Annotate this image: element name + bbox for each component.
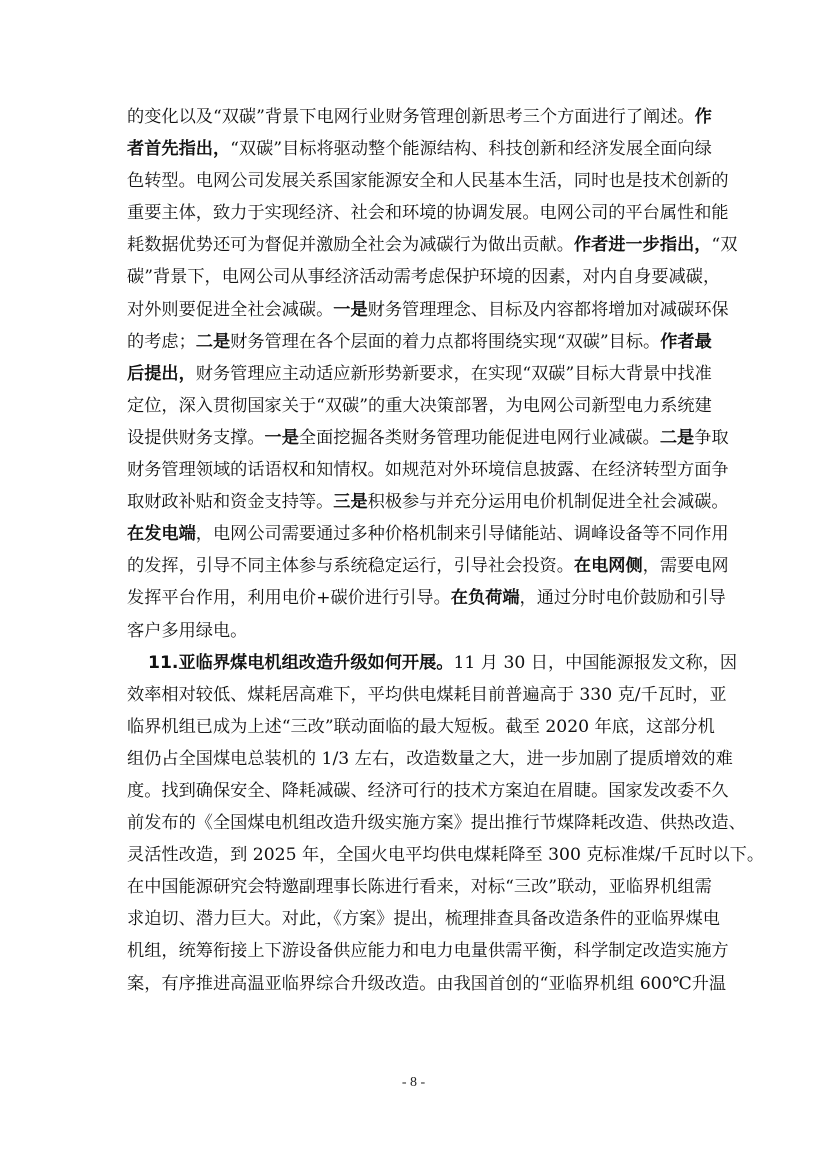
- text-line: [127, 743, 733, 775]
- text-run: 全面挖掘各类财务管理功能促进电网行业减碳。: [298, 427, 660, 448]
- text-run: 求迫切、潜力巨大。对此，《方案》提出，梳理排查具备改造条件的亚临界煤电: [127, 909, 720, 930]
- text-line: [127, 807, 746, 839]
- text-run: 灵活性改造，到 2025 年，全国火电平均供电煤耗降至 300 克标准煤/千瓦时以下。: [127, 845, 765, 866]
- bold-text: 一是: [264, 427, 299, 448]
- text-run: 财务管理在各个层面的着力点都将围绕实现“双碳”目标。: [230, 331, 661, 352]
- text-line: [127, 261, 721, 293]
- page-number: - 8 -: [401, 1075, 426, 1090]
- text-run: 机组，统筹衔接上下游设备供应能力和电力电量供需平衡，科学制定改造实施方: [127, 941, 729, 962]
- text-line: [127, 679, 727, 711]
- text-line: [127, 935, 729, 967]
- text-run: 财务管理领域的话语权和知情权。如规范对外环境信息披露、在经济转型方面争: [127, 460, 729, 481]
- bold-text: 在电网侧: [573, 556, 643, 577]
- text-line: [127, 486, 729, 518]
- text-line: [127, 165, 729, 197]
- text-line: [127, 615, 698, 647]
- text-run: 设提供财务支撑。: [127, 427, 265, 448]
- text-run: 在中国能源研究会特邀副理事长陈进行看来，对标“三改”联动，亚临界机组需: [127, 877, 712, 898]
- text-run: 度。找到确保安全、降耗减碳、经济可行的技术方案迫在眉睫。国家发改委不久: [127, 780, 729, 801]
- text-line: [127, 454, 729, 486]
- bold-text: 在负荷端: [450, 588, 520, 609]
- bold-text: 后提出，: [127, 363, 196, 384]
- text-run: 发挥平台作用，利用电价+碳价进行引导。: [127, 588, 451, 609]
- text-line: [127, 229, 738, 261]
- text-run: 的考虑；: [127, 331, 196, 352]
- bold-text: 作者进一步指出，: [573, 235, 712, 256]
- bold-text: 作者最: [660, 331, 712, 352]
- text-run: 色转型。电网公司发展关系国家能源安全和人民基本生活，同时也是技术创新的: [127, 171, 729, 192]
- text-run: 财务管理理念、目标及内容都将增加对减碳环保: [367, 299, 729, 320]
- text-run: 案，有序推进高温亚临界综合升级改造。由我国首创的“亚临界机组 600℃升温: [127, 973, 727, 994]
- text-run: 的发挥，引导不同主体参与系统稳定运行，引导社会投资。: [127, 556, 574, 577]
- text-line: [127, 871, 712, 903]
- text-run: “双碳”目标将驱动整个能源结构、科技创新和经济发展全面向绿: [230, 139, 712, 160]
- text-line: [127, 390, 712, 422]
- text-run: 11 月 30 日，中国能源报发文称，因: [453, 652, 738, 673]
- text-line: [127, 775, 729, 807]
- text-line: [127, 133, 712, 165]
- text-line: [127, 358, 712, 390]
- text-run: 定位，深入贯彻国家关于“双碳”的重大决策部署，为电网公司新型电力系统建: [127, 395, 712, 416]
- text-run: 碳”背景下，电网公司从事经济活动需考虑保护环境的因素，对内自身要减碳，: [127, 267, 721, 288]
- text-run: 取财政补贴和资金支持等。: [127, 492, 334, 513]
- text-line: [127, 197, 729, 229]
- text-line: [127, 294, 729, 326]
- text-line: [127, 903, 720, 935]
- bold-text: 11.亚临界煤电机组改造升级如何开展。: [148, 652, 454, 673]
- text-run: “双: [711, 235, 738, 256]
- text-line: [127, 647, 738, 679]
- text-run: 临界机组已成为上述“三改”联动面临的最大短板。截至 2020 年底，这部分机: [127, 716, 715, 737]
- text-run: 的变化以及“双碳”背景下电网行业财务管理创新思考三个方面进行了阐述。: [127, 107, 695, 127]
- text-line: [127, 582, 726, 614]
- text-run: ，电网公司需要通过多种价格机制来引导储能站、调峰设备等不同作用: [195, 524, 729, 545]
- text-line: [127, 518, 729, 550]
- text-run: 对外则要促进全社会减碳。: [127, 299, 334, 320]
- text-run: ，需要电网: [642, 556, 729, 577]
- text-run: 财务管理应主动适应新形势新要求，在实现“双碳”目标大背景中找准: [195, 363, 712, 384]
- text-run: 重要主体，致力于实现经济、社会和环境的协调发展。电网公司的平台属性和能: [127, 203, 729, 224]
- text-run: 争取: [694, 427, 729, 448]
- bold-text: 者首先指出，: [127, 139, 231, 160]
- text-line: [127, 550, 729, 582]
- text-line: [127, 711, 715, 743]
- text-line: [127, 968, 727, 1000]
- bold-text: 在发电端: [127, 524, 196, 545]
- text-run: 客户多用绿电。: [127, 620, 248, 641]
- text-run: 积极参与并充分运用电价机制促进全社会减碳。: [367, 492, 729, 513]
- text-run: 前发布的《全国煤电机组改造升级实施方案》提出推行节煤降耗改造、供热改造、: [127, 813, 746, 834]
- bold-text: 二是: [195, 331, 231, 352]
- body-text: [127, 101, 765, 1000]
- text-line: [127, 326, 712, 358]
- bold-text: 二是: [659, 427, 695, 448]
- text-line: [127, 422, 729, 454]
- text-line: [127, 101, 712, 133]
- text-run: 耗数据优势还可为督促并激励全社会为减碳行为做出贡献。: [127, 235, 574, 256]
- text-run: 组仍占全国煤电总装机的 1/3 左右，改造数量之大，进一步加剧了提质增效的难: [127, 748, 733, 769]
- text-run: ，通过分时电价鼓励和引导: [519, 588, 726, 609]
- bold-text: 一是: [333, 299, 368, 320]
- bold-text: 三是: [333, 492, 368, 513]
- text-run: 效率相对较低、煤耗居高难下，平均供电煤耗目前普遍高于 330 克/千瓦时，亚: [127, 684, 727, 705]
- text-line: [127, 839, 765, 871]
- bold-text: 作: [694, 107, 712, 127]
